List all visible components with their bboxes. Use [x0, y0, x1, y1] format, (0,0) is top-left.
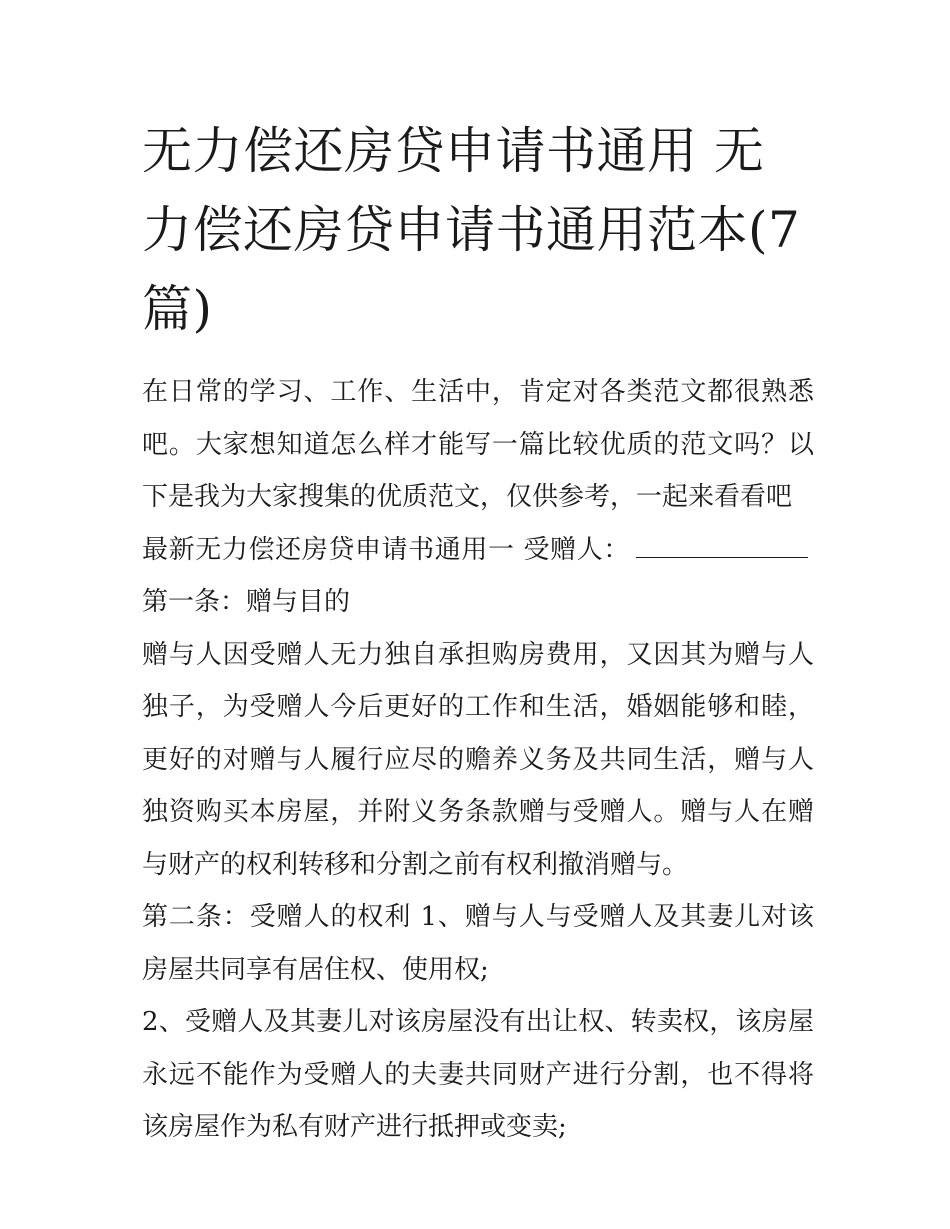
- article-two-item-2: 2、受赠人及其妻儿对该房屋没有出让权、转卖权，该房屋永远不能作为受赠人的夫妻共同财产进行分割，也不得将该房屋作为私有财产进行抵押或变卖;: [142, 1007, 814, 1142]
- recipient-blank-line: [636, 535, 808, 558]
- article-one-heading: 第一条：赠与目的: [142, 587, 351, 617]
- article-one-paragraph: 赠与人因受赠人无力独自承担购房费用，又因其为赠与人独子，为受赠人今后更好的工作和生活，婚姻能够和睦，更好的对赠与人履行应尽的赡养义务及共同生活，赠与人独资购买本房屋，并附义务条款赠与受赠人。赠与人在赠与财产的权利转移和分割之前有权利撤消赠与。: [142, 639, 814, 880]
- intro-paragraph: 在日常的学习、工作、生活中，肯定对各类范文都很熟悉吧。大家想知道怎么样才能写一篇比较优质的范文吗？以下是我为大家搜集的优质范文，仅供参考，一起来看看吧: [142, 377, 814, 512]
- document-page: [142, 112, 814, 1154]
- recipient-line: [142, 524, 814, 629]
- document-title: 无力偿还房贷申请书通用 无力偿还房贷申请书通用范本(7篇): [142, 122, 801, 338]
- document-body: [142, 366, 814, 1154]
- article-two-paragraph: 第二条：受赠人的权利 1、赠与人与受赠人及其妻儿对该房屋共同享有居住权、使用权;: [142, 902, 814, 985]
- recipient-label: 最新无力偿还房贷申请书通用一 受赠人：: [142, 534, 630, 565]
